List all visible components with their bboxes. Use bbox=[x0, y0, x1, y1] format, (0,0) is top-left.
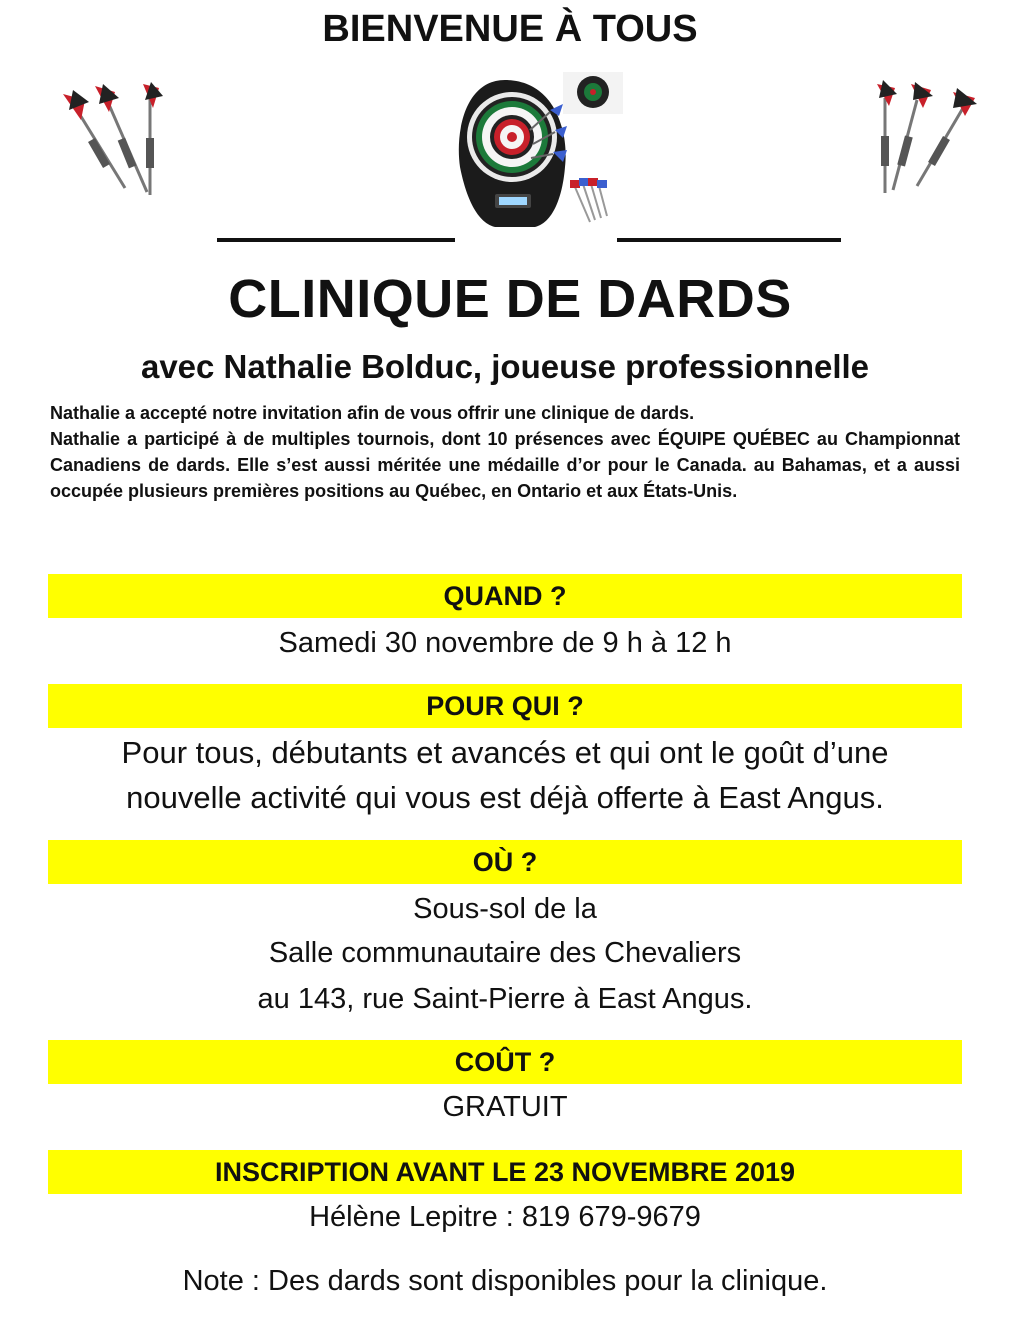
section-heading-quand: QUAND ? bbox=[48, 574, 962, 618]
section-heading-pour-qui: POUR QUI ? bbox=[48, 684, 962, 728]
rule-right bbox=[617, 238, 841, 242]
dartboard-icon bbox=[455, 72, 625, 232]
intro-paragraph bbox=[50, 400, 960, 504]
section-text-quand: Samedi 30 novembre de 9 h à 12 h bbox=[278, 627, 732, 659]
section-text-cout: GRATUIT bbox=[442, 1091, 568, 1123]
section-text-ou-1: Sous-sol de la bbox=[413, 893, 597, 925]
section-heading-ou: OÙ ? bbox=[48, 840, 962, 884]
section-text-pour-qui-1: Pour tous, débutants et avancés et qui ont le goût d’une bbox=[121, 735, 889, 770]
contact-line: Hélène Lepitre : 819 679-9679 bbox=[309, 1201, 701, 1233]
section-heading-inscription: INSCRIPTION AVANT LE 23 NOVEMBRE 2019 bbox=[48, 1150, 962, 1194]
darts-right-icon bbox=[855, 78, 985, 198]
section-text-ou-3: au 143, rue Saint-Pierre à East Angus. bbox=[257, 983, 753, 1015]
rule-left bbox=[217, 238, 455, 242]
welcome-heading: BIENVENUE À TOUS bbox=[322, 8, 698, 50]
intro-line-1: Nathalie a accepté notre invitation afin de vous offrir une clinique de dards. bbox=[50, 403, 695, 423]
footer-note: Note : Des dards sont disponibles pour la clinique. bbox=[182, 1265, 828, 1297]
section-text-pour-qui-2: nouvelle activité qui vous est déjà offerte à East Angus. bbox=[126, 780, 884, 815]
page-subtitle: avec Nathalie Bolduc, joueuse professionnelle bbox=[140, 348, 870, 385]
section-text-ou-2: Salle communautaire des Chevaliers bbox=[268, 937, 742, 969]
section-heading-cout: COÛT ? bbox=[48, 1040, 962, 1084]
intro-line-2: Nathalie a participé à de multiples tournois, dont 10 présences avec ÉQUIPE QUÉBEC au Championnat Canadiens de dards. Elle s’est aussi méritée une médaille d’or pour le Canada. au Bahamas, et a aussi occupée plusieurs premières positions au Québec, en Ontario et aux États-Unis. bbox=[50, 429, 960, 501]
page-title: CLINIQUE DE DARDS bbox=[228, 269, 792, 329]
darts-left-icon bbox=[55, 80, 185, 200]
